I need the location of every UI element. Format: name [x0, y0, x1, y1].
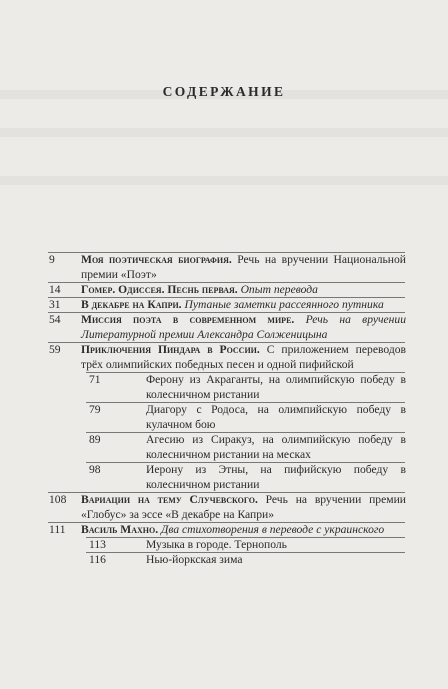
page-number: 111 — [49, 523, 66, 536]
toc-entry — [0, 297, 406, 312]
subentry-text: Ферону из Акраганты, на олимпийскую победу в колесничном ристании — [146, 373, 406, 401]
table-of-contents — [0, 252, 448, 567]
entry-description: Путаные заметки рассеянного путника — [184, 298, 384, 311]
toc-entry — [0, 282, 406, 297]
entry-description: Два стихотворения в переводе с украинского — [161, 523, 385, 536]
entry-title: Вариации на тему Случевского. — [81, 493, 266, 506]
toc-subentry — [0, 372, 406, 402]
toc-entry — [0, 492, 406, 522]
page-number: 71 — [89, 373, 101, 386]
page-number: 116 — [89, 553, 106, 566]
page-number: 14 — [49, 283, 61, 296]
subentry-text: Иерону из Этны, на пифийскую победу в колесничном ристании — [146, 463, 406, 491]
page-number: 108 — [49, 493, 67, 506]
toc-subentry — [0, 432, 406, 462]
toc-entry — [0, 252, 406, 282]
entry-description: Речь на вручении Национальной премии «Поэт» — [81, 253, 406, 281]
bleed-through-line — [0, 176, 448, 185]
page-number: 79 — [89, 403, 101, 416]
toc-subentry — [0, 402, 406, 432]
entry-title: Гомер. Одиссея. Песнь первая. — [81, 283, 241, 296]
toc-subentry — [0, 462, 406, 492]
toc-entry — [0, 312, 406, 342]
page-number: 89 — [89, 433, 101, 446]
toc-entry — [0, 522, 406, 537]
page-number: 9 — [49, 253, 55, 266]
page-number: 113 — [89, 538, 106, 551]
entry-title: Приключения Пиндара в России. — [81, 343, 267, 356]
entry-description: С приложением переводов трёх олимпийских победных песен и одной пифийской — [81, 343, 406, 371]
subentry-text: Диагору с Родоса, на олимпийскую победу в кулачном бою — [146, 403, 406, 431]
entry-title: Миссия поэта в современном мире. — [81, 313, 306, 326]
toc-subentry — [0, 537, 406, 552]
entry-description: Опыт перевода — [240, 283, 318, 296]
subentry-text: Музыка в городе. Тернополь — [146, 538, 287, 551]
page-number: 31 — [49, 298, 61, 311]
entry-title: Моя поэтическая биография. — [81, 253, 238, 266]
toc-subentry — [0, 552, 406, 567]
subentry-text: Нью-йоркская зима — [146, 553, 243, 566]
entry-title: В декабре на Капри. — [81, 298, 185, 311]
entry-description: Речь на вручении премии «Глобус» за эссе «В декабре на Капри» — [81, 493, 406, 521]
subentry-text: Агесию из Сиракуз, на олимпийскую победу в колесничном ристании на месках — [146, 433, 406, 461]
page-number: 54 — [49, 313, 61, 326]
entry-description: Речь на вручении Литературной премии Александра Солженицына — [81, 313, 407, 341]
page-title: СОДЕРЖАНИЕ — [162, 84, 286, 99]
bleed-through-line — [0, 128, 448, 137]
entry-title: Василь Махно. — [81, 523, 161, 536]
toc-entry — [0, 342, 406, 372]
page-number: 98 — [89, 463, 101, 476]
page-number: 59 — [49, 343, 61, 356]
